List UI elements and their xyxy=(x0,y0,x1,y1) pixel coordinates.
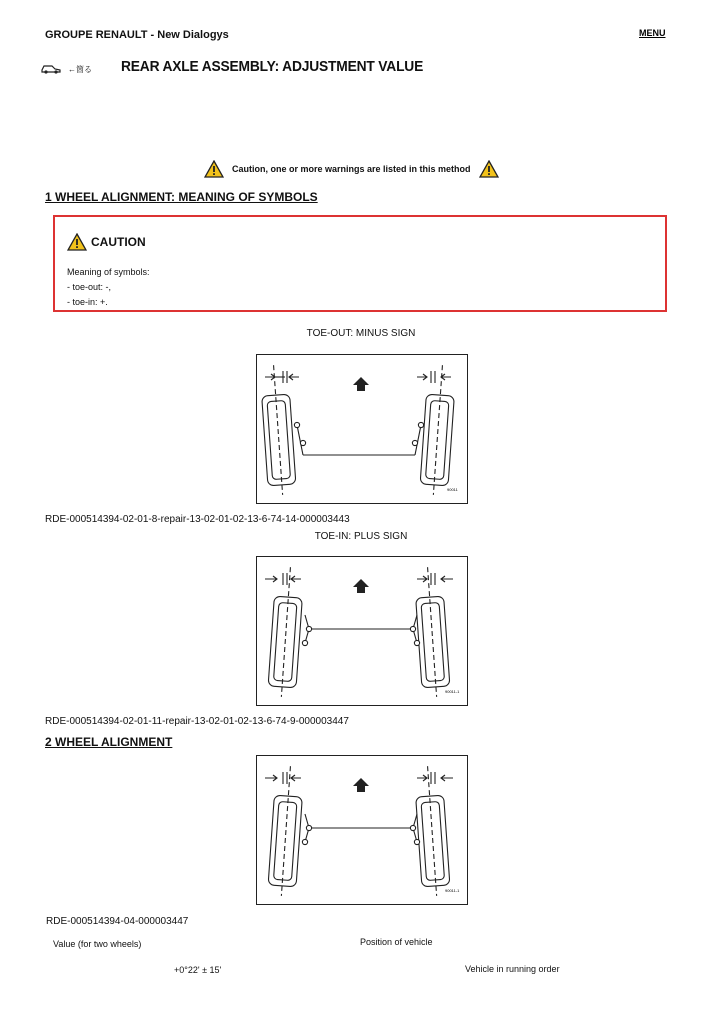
figure-reference: RDE-000514394-02-01-11-repair-13-02-01-02-13-6-74-9-000003447 xyxy=(45,716,349,727)
car-icon[interactable] xyxy=(40,62,62,76)
warning-notice-text: Caution, one or more warnings are listed in this method xyxy=(232,164,471,174)
figure-caption: TOE-IN: PLUS SIGN xyxy=(314,531,408,542)
caution-body xyxy=(67,265,150,310)
figure-caption: TOE-OUT: MINUS SIGN xyxy=(306,328,416,339)
figure-code: 90011 xyxy=(447,487,458,492)
warning-icon xyxy=(479,160,499,178)
brand-separator: - xyxy=(147,29,158,41)
caution-title xyxy=(67,233,146,251)
forward-arrow-icon xyxy=(353,778,369,792)
warning-icon xyxy=(67,233,87,251)
table-header-value: Value (for two wheels) xyxy=(53,939,142,949)
forward-arrow-icon xyxy=(353,377,369,391)
figure-code: 90011-1 xyxy=(445,888,460,893)
caution-line: Meaning of symbols: xyxy=(67,267,150,277)
table-header-position: Position of vehicle xyxy=(360,937,433,947)
figure-reference: RDE-000514394-02-01-8-repair-13-02-01-02-13-6-74-14-000003443 xyxy=(45,514,350,525)
toe-in-diagram xyxy=(256,556,468,706)
section-heading-1: 1 WHEEL ALIGNMENT: MEANING OF SYMBOLS xyxy=(45,190,318,204)
table-cell-position: Vehicle in running order xyxy=(465,964,560,974)
forward-arrow-icon xyxy=(353,579,369,593)
caution-title-text: CAUTION xyxy=(91,235,146,249)
wheel-alignment-diagram xyxy=(256,755,468,905)
toe-out-diagram xyxy=(256,354,468,504)
app-name: New Dialogys xyxy=(157,29,229,41)
nav-icons xyxy=(40,62,92,76)
menu-link[interactable]: MENU xyxy=(639,28,666,38)
caution-line: - toe-in: +. xyxy=(67,297,108,307)
table-cell-value: +0°22' ± 15' xyxy=(174,965,222,975)
warning-notice xyxy=(204,160,524,178)
page-title: REAR AXLE ASSEMBLY: ADJUSTMENT VALUE xyxy=(121,58,424,75)
figure-reference: RDE-000514394-04-000003447 xyxy=(46,916,189,927)
brand-name: GROUPE RENAULT xyxy=(45,29,148,41)
figure-code: 90011-1 xyxy=(445,689,460,694)
warning-icon xyxy=(204,160,224,178)
section-heading-2: 2 WHEEL ALIGNMENT xyxy=(45,735,173,749)
back-link[interactable]: ←箇る xyxy=(68,64,92,74)
caution-box xyxy=(53,215,667,312)
header-brand xyxy=(45,29,229,41)
caution-line: - toe-out: -, xyxy=(67,282,112,292)
